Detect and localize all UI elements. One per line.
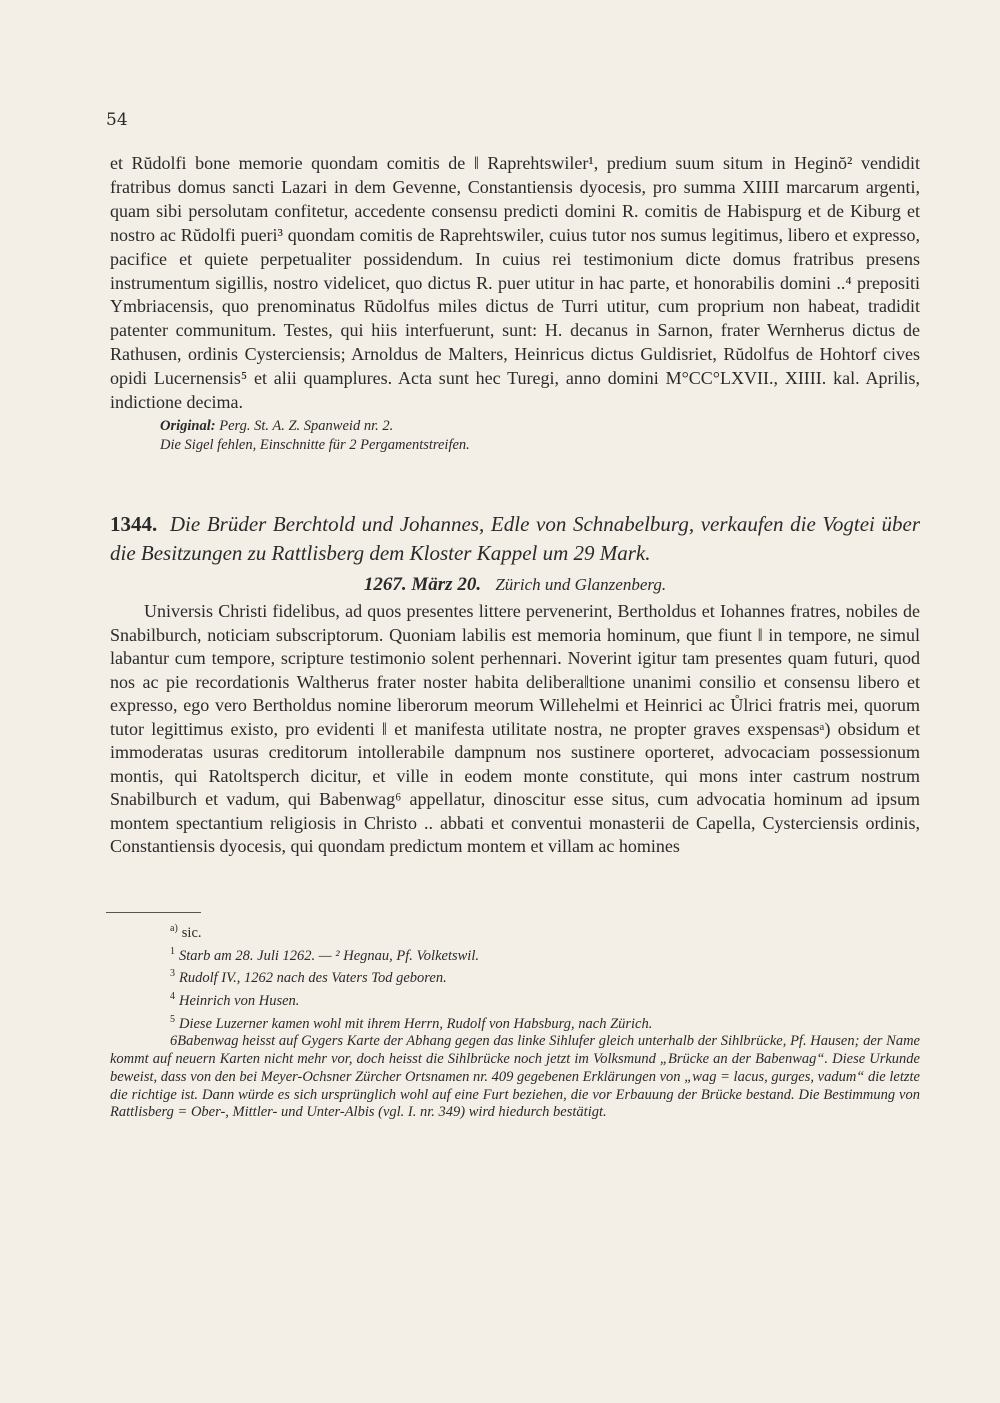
document-number: 1344. — [110, 512, 158, 536]
footnote-mark: 6 — [170, 1033, 178, 1050]
footnote-mark: 1 — [170, 945, 175, 957]
document-date: 1267. März 20. — [363, 574, 482, 595]
original-label: Original: — [160, 417, 216, 434]
document-place: Zürich und Glanzenberg. — [495, 575, 667, 594]
page-number: 54 — [106, 110, 128, 130]
footnote — [170, 988, 920, 1011]
document-body-text: Universis Christi fidelibus, ad quos presentes littere pervenerint, Bertholdus et Iohannes fratres, nobiles de Snabilburch, noticiam subscriptorum. Quoniam labilis est memoria hominum, que fiunt ‖ in tempore, ne simul labantur cum tempore, scripture testimonio solent perhennari. Noverint igitur tam presentes quam futuri, quod nos ac pie recordationis Waltherus frater noster habita delibera‖tione unanimi consilio et consensu libero et expresso, ego vero Bertholdus nomine liberorum meorum Willehelmi et Heinrici ac Ůlrici fratris mei, quorum tutor legittimus existo, pro evidenti ‖ et manifesta utilitate nostra, ne propter graves exspensasᵃ) obsidum et immoderatas usuras creditorum intollerabile dampnum nos sustinere oporteret, advocaciam possessionum montis, qui Ratoltsperch dicitur, et ville in eodem monte constitute, qui mons inter castrum nostrum Snabilburch et vadum, qui Babenwag⁶ appellatur, dinoscitur esse situs, cum advocatia hominum ad ipsum montem spectantium religiosis in Christo .. abbati et conventui monasterii de Capella, Cysterciensis ordinis, Constantiensis dyocesis, qui quondam predictum montem et villam ac homines — [110, 601, 920, 856]
source-notes — [160, 417, 920, 455]
document-header — [110, 510, 920, 596]
footnote-mark: 4 — [170, 990, 175, 1002]
footnote — [170, 943, 920, 966]
footnote-mark: 5 — [170, 1013, 175, 1025]
original-text: Perg. St. A. Z. Spanweid nr. 2. — [219, 417, 394, 434]
footnote — [110, 1033, 920, 1122]
document-heading — [110, 510, 920, 568]
footnote-text: Starb am 28. Juli 1262. — ² Hegnau, Pf. Volketswil. — [179, 947, 479, 964]
footnote — [170, 965, 920, 988]
original-source — [160, 417, 920, 436]
footnote-text: Heinrich von Husen. — [179, 992, 300, 1009]
footnote — [170, 920, 920, 943]
footnote-mark: a) — [170, 923, 178, 934]
document-title: Die Brüder Berchtold und Johannes, Edle von Schnabelburg, verkaufen die Vogtei über die Besitzungen zu Rattlisberg dem Kloster Kappel um 29 Mark. — [110, 512, 920, 565]
previous-document-text: et Rŭdolfi bone memorie quondam comitis de ‖ Raprehtswiler¹, predium suum situm in Heginŏ² vendidit fratribus domus sancti Lazari in dem Gevenne, Constantiensis dyocesis, pro summa XIIII marcarum argenti, quam sibi persolutam confitetur, accedente consensu predicti domini R. comitis de Habispurg et de Kiburg et nostro ac Rŭdolfi pueri³ quondam comitis de Raprehtswiler, cuius tutor nos sumus legitimus, libero et expresso, pacifice et quiete perpetualiter possidendum. In cuius rei testimonium dicte domus fratribus presens instrumentum sigillis, nostro videlicet, quo dictus R. puer utitur in hac parte, et honorabilis domini ..⁴ prepositi Ymbriacensis, quo prenominatus Rŭdolfus miles dictus de Turri utitur, cum proprium non habeat, tradidit patenter communitum. Testes, qui hiis interfuerunt, sunt: H. decanus in Sarnon, frater Wernherus dictus de Rathusen, ordinis Cysterciensis; Arnoldus de Malters, Heinricus dictus Guldisriet, Rŭdolfus de Hohtorf cives opidi Lucernensis⁵ et alii quamplures. Acta sunt hec Turegi, anno domini M°CC°LXVII., XIIII. kal. Aprilis, indictione decima. — [110, 153, 920, 413]
previous-document — [110, 152, 920, 455]
seal-note: Die Sigel fehlen, Einschnitte für 2 Pergamentstreifen. — [160, 436, 470, 453]
dateline — [110, 574, 920, 596]
footnote-text: sic. — [181, 924, 202, 941]
footnote-text: Diese Luzerner kamen wohl mit ihrem Herrn, Rudolf von Habsburg, nach Zürich. — [179, 1015, 653, 1032]
footnote-text: Rudolf IV., 1262 nach des Vaters Tod geboren. — [179, 970, 447, 987]
footnote-divider — [106, 912, 201, 913]
footnote — [170, 1011, 920, 1034]
footnotes — [110, 920, 920, 1122]
footnote-text: Babenwag heisst auf Gygers Karte der Abhang gegen das linke Sihlufer gleich unterhalb der Sihlbrücke, Pf. Hausen; der Name kommt auf neuern Karten nicht mehr vor, doch heisst die Sihlbrücke noch jetzt im Volksmund „Brücke an der Babenwag“. Diese Urkunde beweist, dass von den bei Meyer-Ochsner Zürcher Ortsnamen nr. 409 gegebenen Erklärungen von „wag = lacus, gurges, vadum“ die letzte die richtige ist. Dann würde es sich ursprünglich wohl auf eine Furt beziehen, die vor Erbauung der Brücke bestand. Die Bestimmung von Rattlisberg = Ober-, Mittler- und Unter-Albis (vgl. I. nr. 349) wird hiedurch bestätigt. — [110, 1033, 920, 1121]
document-body — [110, 600, 920, 859]
footnote-mark: 3 — [170, 968, 175, 980]
